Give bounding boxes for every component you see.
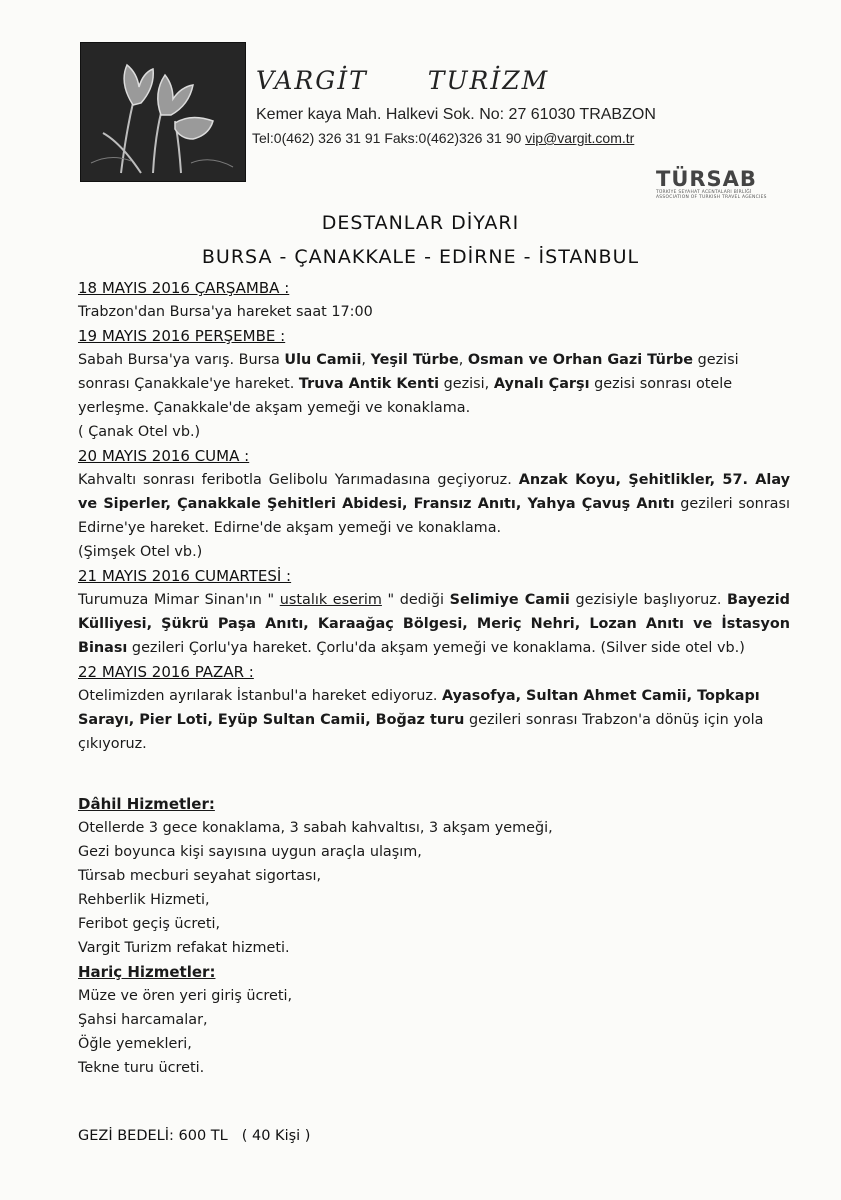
company-name-right: TURİZM — [427, 66, 550, 95]
day-text: Trabzon'dan Bursa'ya hareket saat 17:00 — [78, 304, 373, 320]
included-item: Otellerde 3 gece konaklama, 3 sabah kahvaltısı, 3 akşam yemeği, — [78, 820, 553, 836]
day-heading: 19 MAYIS 2016 PERŞEMBE : — [78, 327, 286, 345]
email-link[interactable]: vip@vargit.com.tr — [525, 130, 635, 146]
tursab-logo — [656, 168, 786, 208]
price-persons: ( 40 Kişi ) — [241, 1128, 311, 1144]
flower-illustration — [81, 43, 245, 181]
excluded-heading: Hariç Hizmetler: — [78, 963, 216, 981]
included-item: Türsab mecburi seyahat sigortası, — [78, 868, 322, 884]
day-text: Turumuza Mimar Sinan'ın " ustalık eserim " dediği Selimiye Camii gezisiyle başlıyoruz. Bayezid Külliyesi, Şükrü Paşa Anıtı, Karaağaç Bölgesi, Meriç Nehri, Lozan Anıtı ve İstasyon Binası gezileri Çorlu'ya hareket. Çorlu'da akşam yemeği ve konaklama. (Silver side otel vb.) — [78, 592, 790, 656]
day-text: Sabah Bursa'ya varış. Bursa Ulu Camii, Yeşil Türbe, Osman ve Orhan Gazi Türbe gezisi sonrası Çanakkale'ye hareket. Truva Antik Kenti gezisi, Aynalı Çarşı gezisi sonrası otele yerleşme. Çanakkale'de akşam yemeği ve konaklama. — [78, 352, 739, 416]
tursab-subtitle-tr: TÜRKİYE SEYAHAT ACENTALARI BİRLİĞİ — [656, 190, 752, 195]
day-text: Kahvaltı sonrası feribotla Gelibolu Yarımadasına geçiyoruz. Anzak Koyu, Şehitlikler, 57. Alay ve Siperler, Çanakkale Şehitleri Abidesi, Fransız Anıtı, Yahya Çavuş Anıtı gezileri sonrası Edirne'ye hareket. Edirne'de akşam yemeği ve konaklama. — [78, 472, 791, 536]
company-contact — [252, 130, 634, 146]
tursab-logo-text: TÜRSAB — [656, 167, 757, 191]
company-name-left: VARGİT — [256, 66, 368, 95]
company-address: Kemer kaya Mah. Halkevi Sok. No: 27 61030 TRABZON — [256, 106, 656, 123]
day-heading: 21 MAYIS 2016 CUMARTESİ : — [78, 567, 292, 585]
included-item: Vargit Turizm refakat hizmeti. — [78, 940, 290, 956]
day-text: Otelimizden ayrılarak İstanbul'a hareket ediyoruz. Ayasofya, Sultan Ahmet Camii, Topkapı Sarayı, Pier Loti, Eyüp Sultan Camii, Boğaz turu gezileri sonrası Trabzon'a dönüş için yola çıkıyoruz. — [78, 688, 764, 752]
excluded-item: Şahsi harcamalar, — [78, 1012, 208, 1028]
excluded-item: Tekne turu ücreti. — [78, 1060, 205, 1076]
price-label: GEZİ BEDELİ: 600 TL — [78, 1128, 228, 1144]
hotel-note: ( Çanak Otel vb.) — [78, 424, 201, 440]
included-item: Gezi boyunca kişi sayısına uygun araçla ulaşım, — [78, 844, 422, 860]
day-heading: 20 MAYIS 2016 CUMA : — [78, 447, 250, 465]
tursab-subtitle-en: ASSOCIATION OF TURKISH TRAVEL AGENCIES — [656, 195, 767, 200]
itinerary — [78, 276, 790, 1080]
company-logo-image — [80, 42, 246, 182]
excluded-item: Öğle yemekleri, — [78, 1036, 192, 1052]
excluded-item: Müze ve ören yeri giriş ücreti, — [78, 988, 293, 1004]
company-name — [256, 66, 549, 95]
hotel-note: (Şimşek Otel vb.) — [78, 544, 203, 560]
day-heading: 18 MAYIS 2016 ÇARŞAMBA : — [78, 279, 290, 297]
included-heading: Dâhil Hizmetler: — [78, 795, 215, 813]
included-item: Feribot geçiş ücreti, — [78, 916, 221, 932]
included-item: Rehberlik Hizmeti, — [78, 892, 210, 908]
tour-price — [78, 1128, 310, 1144]
tour-title: DESTANLAR DİYARI — [321, 212, 520, 234]
day-heading: 22 MAYIS 2016 PAZAR : — [78, 663, 254, 681]
phone-fax: Tel:0(462) 326 31 91 Faks:0(462)326 31 90 — [252, 130, 526, 146]
tour-route: BURSA - ÇANAKKALE - EDİRNE - İSTANBUL — [201, 246, 640, 268]
